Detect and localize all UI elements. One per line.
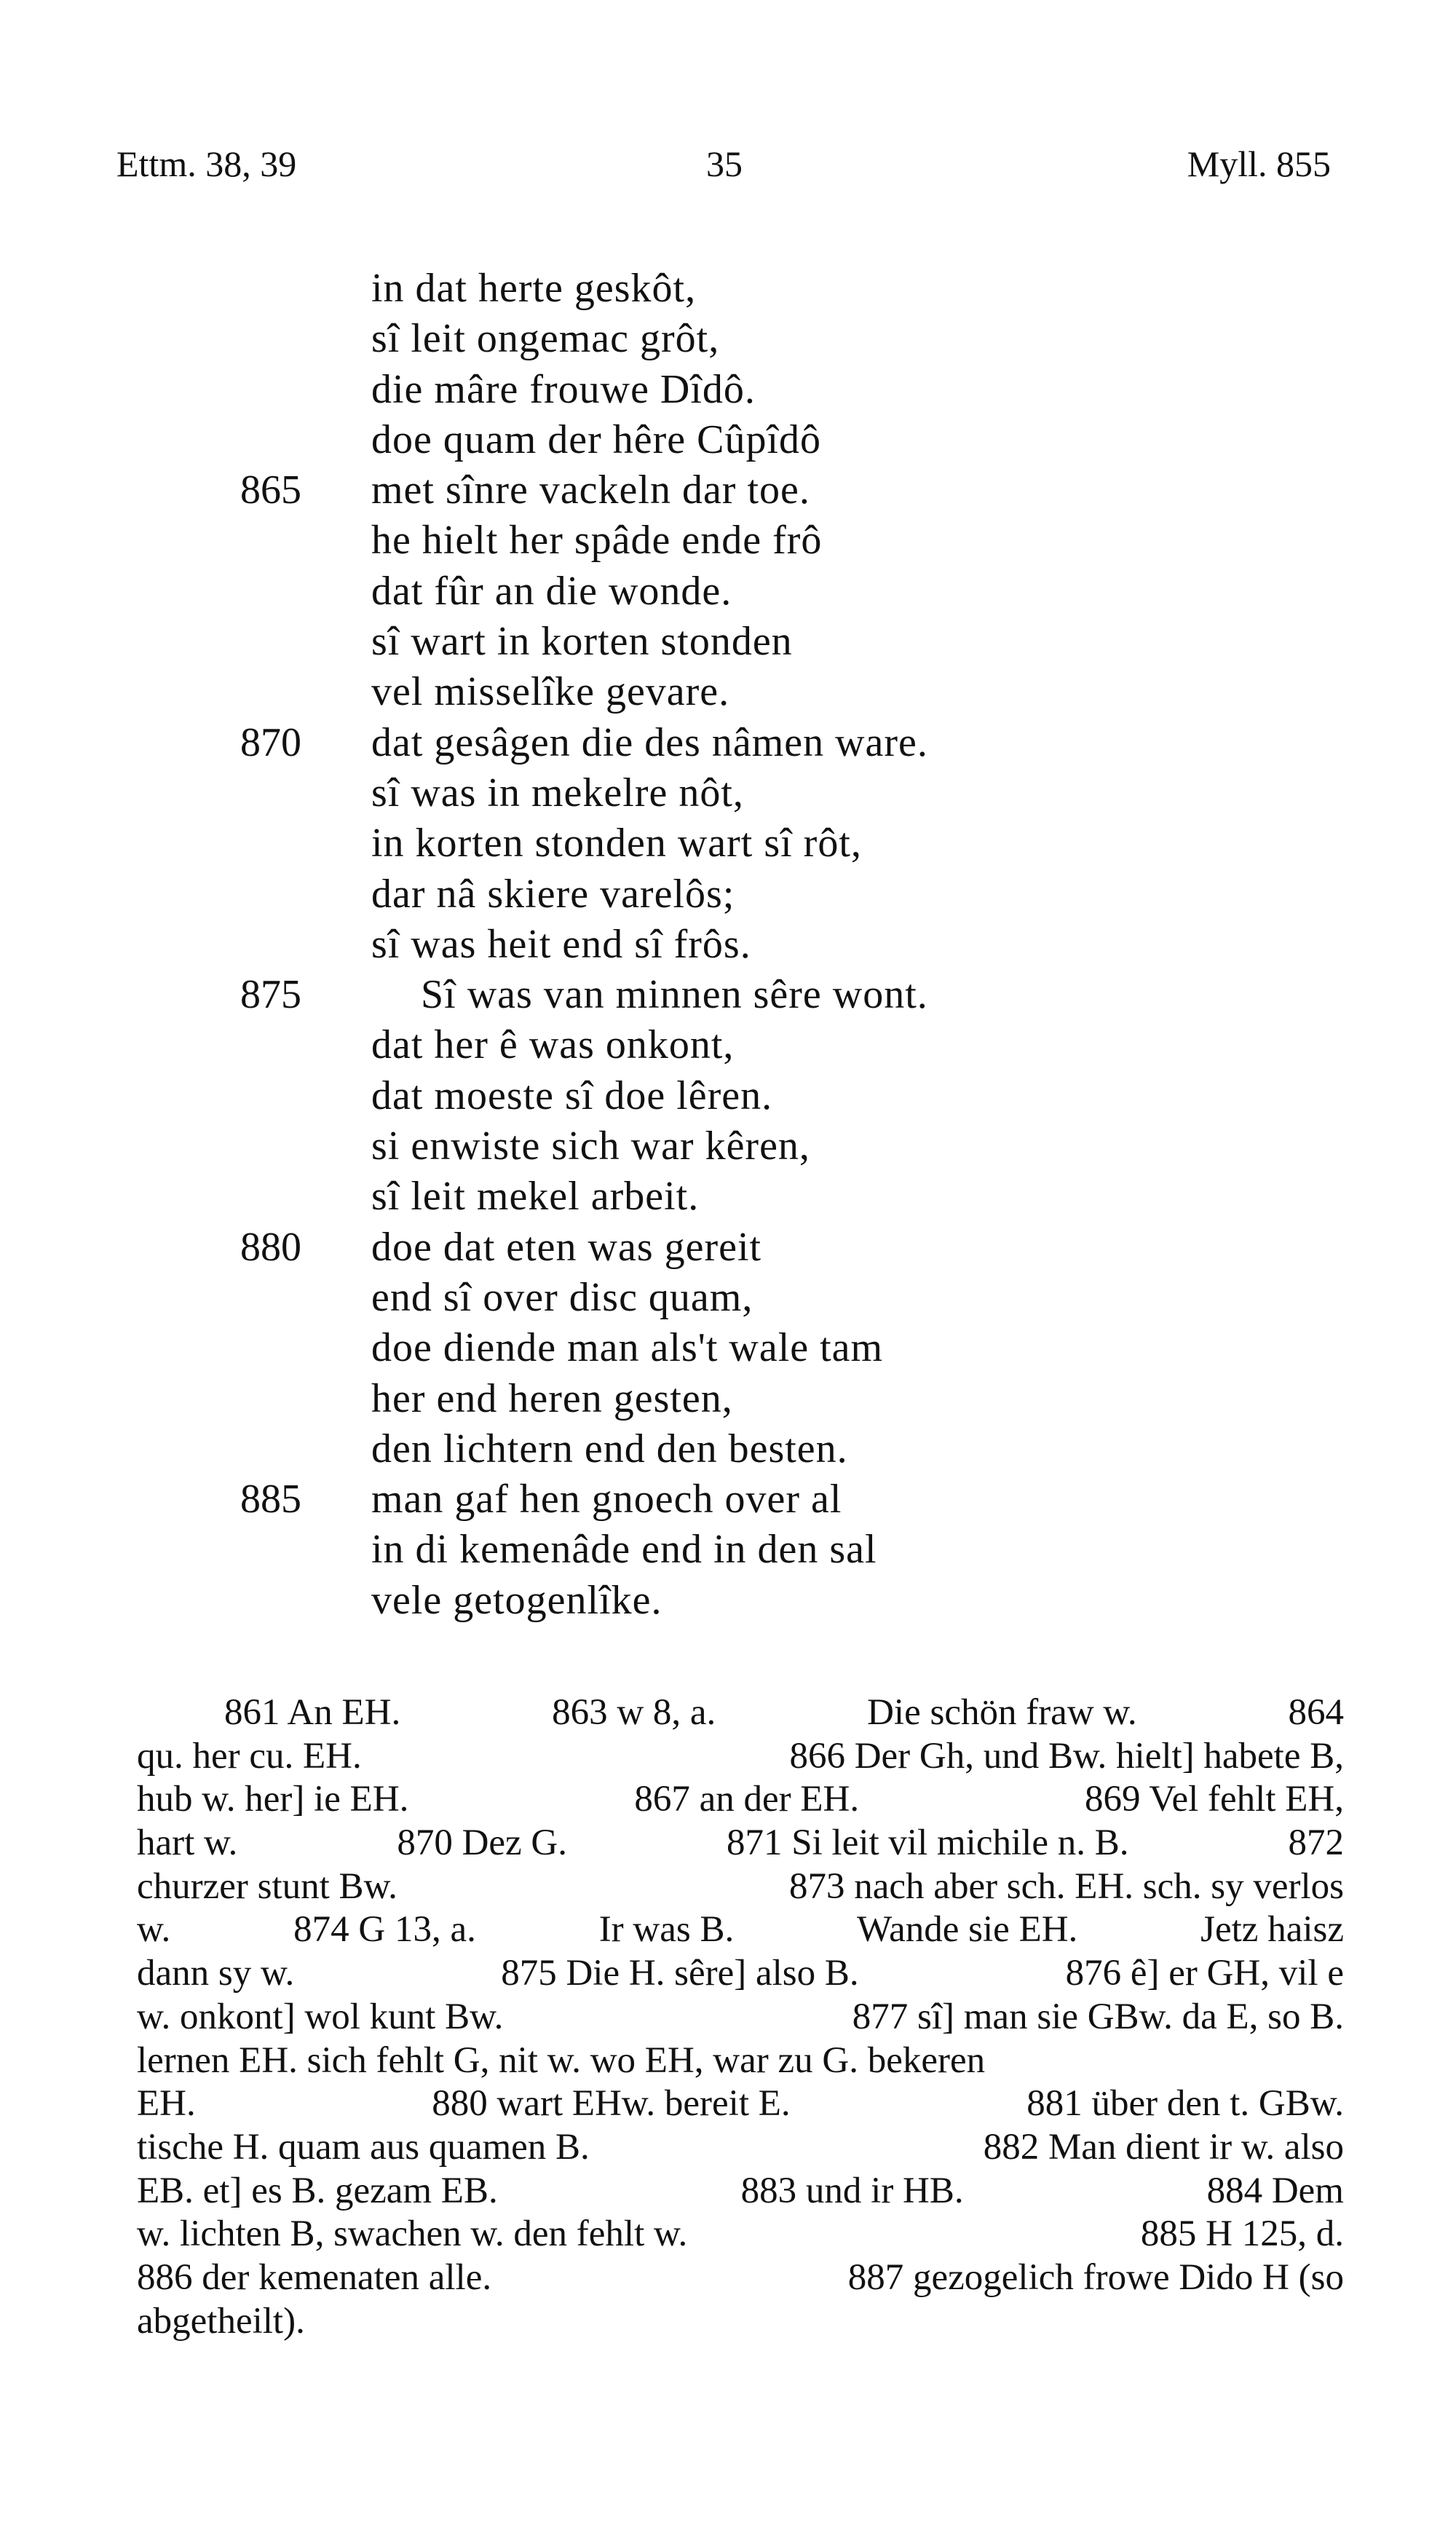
note-line — [137, 1996, 1344, 2039]
verse-line — [240, 1172, 1114, 1222]
note-segment: churzer stunt Bw. — [137, 1865, 397, 1907]
verse-number: 870 — [240, 719, 301, 765]
verse-line-text: die mâre frouwe Dîdô. — [371, 366, 756, 412]
verse-line — [240, 314, 1114, 364]
verse-line — [240, 718, 1114, 768]
verse-line-text: man gaf hen gnoech over al — [371, 1477, 842, 1522]
verse-line — [240, 818, 1114, 869]
verse-text — [240, 264, 1114, 1626]
note-segment: 881 über den t. GBw. — [1026, 2083, 1344, 2125]
verse-line-text: he hielt her spâde ende frô — [371, 518, 823, 564]
note-segment: Wande sie EH. — [857, 1909, 1078, 1951]
verse-line-text: in di kemenâde end in den sal — [371, 1527, 877, 1573]
verse-line — [240, 1576, 1114, 1626]
note-segment: 864 — [1288, 1692, 1344, 1733]
verse-line — [240, 465, 1114, 516]
note-segment: w. lichten B, swachen w. den fehlt w. — [137, 2213, 688, 2255]
note-segment: hart w. — [137, 1822, 238, 1864]
verse-line — [240, 1071, 1114, 1121]
verse-line — [240, 1525, 1114, 1575]
verse-line-text: dat moeste sî doe lêren. — [371, 1073, 773, 1118]
note-segment: tische H. quam aus quamen B. — [137, 2126, 590, 2168]
verse-line-text: in dat herte geskôt, — [371, 266, 697, 311]
note-segment: 875 Die H. sêre] also B. — [501, 1953, 859, 1994]
header-right-reference: Myll. 855 — [1187, 143, 1331, 184]
note-segment: hub w. her] ie EH. — [137, 1779, 409, 1820]
verse-line-text: dat fûr an die wonde. — [371, 568, 732, 614]
note-segment: 877 sî] man sie GBw. da E, so B. — [852, 1996, 1344, 2037]
verse-number: 885 — [240, 1477, 301, 1522]
note-segment: 869 Vel fehlt EH, — [1084, 1779, 1344, 1820]
verse-line-text: dat her ê was onkont, — [371, 1022, 735, 1068]
verse-line-text: sî was heit end sî frôs. — [371, 921, 751, 967]
page-header — [116, 143, 1331, 194]
note-segment: 874 G 13, a. — [293, 1909, 476, 1951]
verse-line — [240, 617, 1114, 667]
note-line — [137, 2039, 1344, 2083]
note-line — [137, 1691, 1344, 1735]
note-segment: EH. — [137, 2083, 196, 2125]
note-line — [137, 2213, 1344, 2256]
verse-line — [240, 264, 1114, 314]
verse-line — [240, 920, 1114, 970]
verse-line-text: sî was in mekelre nôt, — [371, 770, 744, 815]
note-segment: Jetz haisz — [1200, 1909, 1344, 1951]
note-line — [137, 2126, 1344, 2170]
note-segment: 871 Si leit vil michile n. B. — [727, 1822, 1129, 1864]
note-segment: 870 Dez G. — [397, 1822, 567, 1864]
note-segment: Die schön fraw w. — [867, 1692, 1137, 1733]
verse-line — [240, 1121, 1114, 1172]
verse-line — [240, 768, 1114, 818]
note-line — [137, 2170, 1344, 2213]
note-line — [137, 1778, 1344, 1822]
note-segment: 886 der kemenaten alle. — [137, 2256, 492, 2298]
note-segment: abgetheilt). — [137, 2300, 305, 2342]
verse-line-text: sî leit mekel arbeit. — [371, 1174, 700, 1220]
page-number: 35 — [706, 143, 743, 184]
verse-line-text: sî wart in korten stonden — [371, 619, 793, 665]
note-segment: 887 gezogelich frowe Dido H (so — [847, 2256, 1344, 2298]
verse-line-text: vele getogenlîke. — [371, 1577, 662, 1623]
verse-line — [240, 869, 1114, 920]
note-segment: 882 Man dient ir w. also — [983, 2126, 1344, 2168]
note-segment: 867 an der EH. — [634, 1779, 860, 1820]
note-segment: 880 wart EHw. bereit E. — [432, 2083, 791, 2125]
verse-line — [240, 516, 1114, 566]
verse-line-text: doe diende man als't wale tam — [371, 1325, 884, 1371]
verse-line — [240, 1222, 1114, 1273]
verse-line-text: sî leit ongemac grôt, — [371, 316, 720, 362]
verse-number: 865 — [240, 467, 301, 513]
verse-line-text: her end heren gesten, — [371, 1375, 733, 1421]
note-segment: qu. her cu. EH. — [137, 1735, 362, 1777]
note-line — [137, 1865, 1344, 1909]
note-line — [137, 2300, 1344, 2344]
note-line — [137, 1908, 1344, 1952]
note-segment: 885 H 125, d. — [1140, 2213, 1344, 2255]
note-line — [137, 2082, 1344, 2126]
note-segment: 872 — [1288, 1822, 1344, 1864]
verse-line — [240, 365, 1114, 415]
note-segment: EB. et] es B. gezam EB. — [137, 2170, 498, 2211]
verse-number: 880 — [240, 1224, 301, 1270]
verse-line-text: end sî over disc quam, — [371, 1274, 753, 1320]
note-segment: Ir was B. — [598, 1909, 735, 1951]
verse-line — [240, 566, 1114, 617]
note-segment: 883 und ir HB. — [740, 2170, 964, 2211]
note-segment: dann sy w. — [137, 1953, 295, 1994]
note-segment: lernen EH. sich fehlt G, nit w. wo EH, war zu G. bekeren — [137, 2039, 986, 2081]
note-line — [137, 1822, 1344, 1865]
verse-line — [240, 1374, 1114, 1424]
verse-line-text: Sî was van minnen sêre wont. — [421, 972, 928, 1018]
verse-line — [240, 667, 1114, 717]
note-segment: 876 ê] er GH, vil e — [1065, 1953, 1344, 1994]
header-left-reference: Ettm. 38, 39 — [116, 143, 297, 184]
verse-line — [240, 1474, 1114, 1525]
verse-line-text: den lichtern end den besten. — [371, 1426, 848, 1472]
verse-line-text: doe dat eten was gereit — [371, 1224, 762, 1270]
verse-line — [240, 970, 1114, 1020]
verse-line-text: dar nâ skiere varelôs; — [371, 871, 735, 917]
critical-apparatus — [137, 1691, 1344, 2343]
note-line — [137, 1735, 1344, 1779]
note-line — [137, 2256, 1344, 2300]
note-line — [137, 1952, 1344, 1996]
note-segment: w. onkont] wol kunt Bw. — [137, 1996, 504, 2037]
verse-line-text: met sînre vackeln dar toe. — [371, 467, 810, 513]
note-segment: 863 w 8, a. — [552, 1692, 716, 1733]
verse-line-text: in korten stonden wart sî rôt, — [371, 821, 862, 866]
note-segment: 861 An EH. — [224, 1692, 401, 1733]
verse-line — [240, 1424, 1114, 1474]
verse-line-text: dat gesâgen die des nâmen ware. — [371, 719, 928, 765]
note-segment: 873 nach aber sch. EH. sch. sy verlos — [789, 1865, 1344, 1907]
note-segment: 884 Dem — [1206, 2170, 1344, 2211]
verse-line — [240, 1020, 1114, 1070]
verse-number: 875 — [240, 972, 301, 1018]
verse-line-text: vel misselîke gevare. — [371, 669, 730, 715]
verse-line-text: doe quam der hêre Cûpîdô — [371, 416, 822, 462]
note-segment: 866 Der Gh, und Bw. hielt] habete B, — [789, 1735, 1344, 1777]
verse-line — [240, 415, 1114, 465]
note-segment: w. — [137, 1909, 171, 1951]
verse-line — [240, 1273, 1114, 1323]
verse-line-text: si enwiste sich war kêren, — [371, 1123, 810, 1169]
verse-line — [240, 1323, 1114, 1373]
